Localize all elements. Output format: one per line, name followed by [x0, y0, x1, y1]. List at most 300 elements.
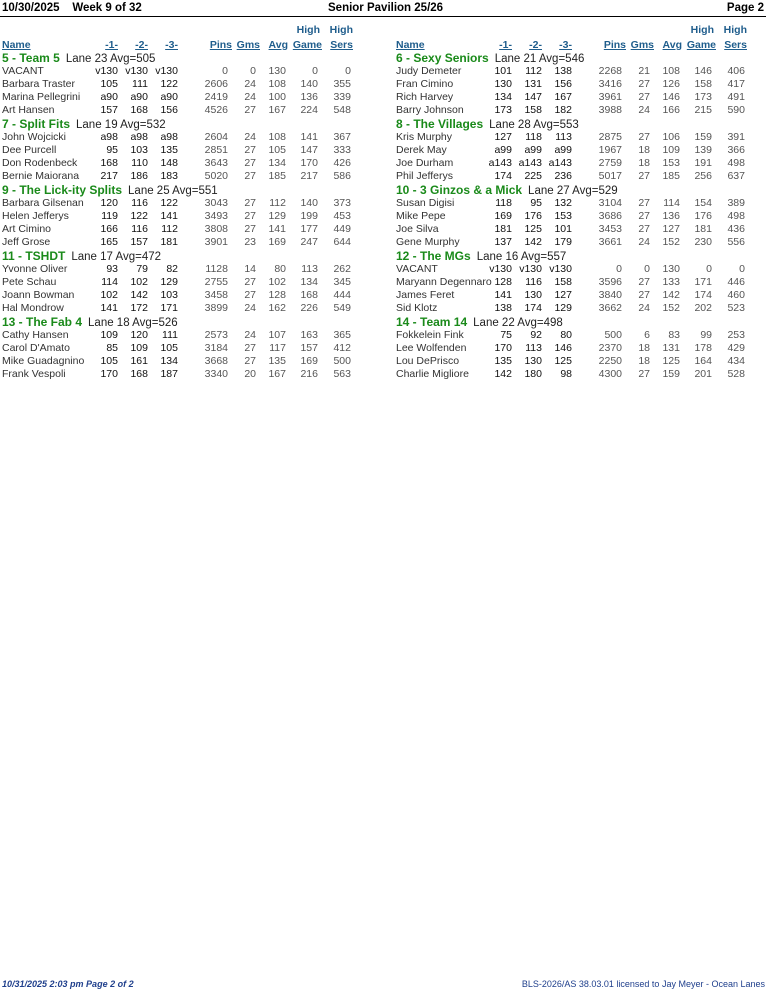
pins: 3899	[204, 302, 228, 314]
game-2: 110	[131, 157, 148, 169]
player-name: Joe Silva	[396, 223, 439, 235]
games: 27	[638, 276, 650, 288]
average: 102	[268, 276, 286, 288]
game-1: 127	[494, 131, 512, 143]
player-row	[396, 197, 768, 210]
high-game: 139	[694, 144, 712, 156]
header-date: 10/30/2025	[2, 2, 60, 14]
player-name: Cathy Hansen	[2, 329, 69, 341]
game-3: 134	[160, 355, 178, 367]
player-row	[2, 302, 382, 315]
player-name: Mike Guadagnino	[2, 355, 85, 367]
game-3: 80	[560, 329, 572, 341]
footer-left: 10/31/2025 2:03 pm Page 2 of 2	[2, 979, 134, 989]
pins: 3686	[598, 210, 622, 222]
high-game: 164	[694, 355, 712, 367]
average: 126	[662, 78, 680, 90]
game-3: a90	[160, 91, 178, 103]
player-row	[396, 329, 768, 342]
game-3: 158	[554, 276, 572, 288]
team-name: 11 - TSHDT	[2, 249, 66, 263]
average: 131	[662, 342, 680, 354]
high-series: 391	[727, 131, 745, 143]
header-g2: -2-	[529, 39, 542, 51]
games: 27	[638, 210, 650, 222]
team-header	[396, 117, 768, 131]
player-name: Joann Bowman	[2, 289, 75, 301]
high-game: 216	[300, 368, 318, 380]
high-series: 429	[727, 342, 745, 354]
game-3: a98	[160, 131, 178, 143]
high-series: 355	[333, 78, 351, 90]
right-column	[396, 20, 768, 381]
player-row	[2, 131, 382, 144]
pins: 2419	[204, 91, 228, 103]
game-2: v130	[519, 263, 542, 275]
game-2: 118	[525, 131, 542, 143]
game-1: 157	[100, 104, 118, 116]
pins: 3808	[204, 223, 228, 235]
page-header	[0, 1, 766, 17]
average: 142	[662, 289, 680, 301]
player-row	[396, 223, 768, 236]
player-name: Gene Murphy	[396, 236, 460, 248]
player-name: Helen Jefferys	[2, 210, 69, 222]
high-game: 141	[300, 131, 318, 143]
game-2: a98	[130, 131, 148, 143]
pins: 2573	[204, 329, 228, 341]
high-game: 177	[300, 223, 318, 235]
player-row	[2, 157, 382, 170]
header-pins: Pins	[209, 39, 232, 51]
game-1: 168	[100, 157, 118, 169]
game-1: 138	[494, 302, 512, 314]
game-1: 119	[101, 210, 118, 222]
player-name: Dee Purcell	[2, 144, 57, 156]
player-name: James Feret	[396, 289, 455, 301]
team-lane-avg: Lane 27 Avg=529	[528, 185, 618, 197]
game-2: 120	[130, 329, 148, 341]
player-name: Mike Pepe	[396, 210, 446, 222]
player-row	[396, 289, 768, 302]
pins: 2759	[598, 157, 622, 169]
pins: 3416	[598, 78, 622, 90]
player-name: Derek May	[396, 144, 447, 156]
game-2: 103	[130, 144, 148, 156]
game-1: 75	[500, 329, 512, 341]
game-3: 112	[161, 223, 178, 235]
pins: 2755	[204, 276, 228, 288]
high-series: 491	[727, 91, 745, 103]
games: 27	[244, 223, 256, 235]
game-1: 93	[106, 263, 118, 275]
high-series: 549	[333, 302, 351, 314]
player-row	[2, 170, 382, 183]
game-1: 105	[100, 355, 118, 367]
team-lane-avg: Lane 25 Avg=551	[128, 185, 218, 197]
header-high-sers-top: High	[723, 24, 747, 36]
average: 107	[268, 329, 286, 341]
high-game: 215	[694, 104, 712, 116]
header-g3: -3-	[559, 39, 572, 51]
games: 23	[244, 236, 256, 248]
pins: 1967	[598, 144, 622, 156]
game-3: 236	[554, 170, 572, 182]
game-2: a90	[130, 91, 148, 103]
average: 100	[268, 91, 286, 103]
game-1: 169	[494, 210, 512, 222]
high-series: 523	[727, 302, 745, 314]
average: 112	[269, 197, 286, 209]
header-avg: Avg	[662, 39, 682, 51]
game-1: 118	[495, 197, 512, 209]
pins: 3458	[204, 289, 228, 301]
game-3: 182	[554, 104, 572, 116]
player-name: Susan Digisi	[396, 197, 455, 209]
pins: 2851	[204, 144, 228, 156]
average: 185	[662, 170, 680, 182]
high-series: 0	[739, 263, 745, 275]
footer-right: BLS-2026/AS 38.03.01 licensed to Jay Meyer - Ocean Lanes	[521, 979, 765, 989]
player-row	[396, 236, 768, 249]
high-series: 548	[333, 104, 351, 116]
pins: 0	[222, 65, 228, 77]
player-row	[396, 276, 768, 289]
average: 128	[268, 289, 286, 301]
player-row	[2, 236, 382, 249]
pins: 3104	[598, 197, 622, 209]
player-row	[396, 157, 768, 170]
pins: 2606	[204, 78, 228, 90]
team-header	[2, 183, 382, 197]
player-name: Carol D'Amato	[2, 342, 70, 354]
team-name: 12 - The MGs	[396, 249, 471, 263]
game-2: 95	[530, 197, 542, 209]
game-2: 102	[130, 276, 148, 288]
game-1: 130	[494, 78, 512, 90]
player-name: Bernie Maiorana	[2, 170, 80, 182]
high-series: 333	[333, 144, 351, 156]
high-series: 389	[727, 197, 745, 209]
high-game: 99	[700, 329, 712, 341]
team-lane-avg: Lane 21 Avg=546	[494, 53, 585, 65]
games: 24	[638, 236, 650, 248]
high-game: 0	[312, 65, 318, 77]
player-name: Barbara Gilsenan	[2, 197, 84, 209]
high-series: 434	[727, 355, 745, 367]
header-high-game-top: High	[690, 24, 714, 36]
game-3: 98	[560, 368, 572, 380]
game-3: 101	[554, 223, 572, 235]
games: 24	[244, 91, 256, 103]
average: 185	[268, 170, 286, 182]
player-row	[2, 91, 382, 104]
pins: 0	[616, 263, 622, 275]
games: 18	[638, 144, 650, 156]
game-2: 142	[130, 289, 148, 301]
average: 167	[268, 368, 286, 380]
games: 24	[244, 302, 256, 314]
high-game: 159	[694, 131, 712, 143]
player-name: Barry Johnson	[396, 104, 464, 116]
player-row	[396, 355, 768, 368]
high-game: 147	[300, 144, 318, 156]
game-1: a143	[488, 157, 512, 169]
high-game: 136	[300, 91, 318, 103]
high-game: 168	[300, 289, 318, 301]
high-game: 154	[694, 197, 712, 209]
player-row	[396, 368, 768, 381]
header-date-week	[2, 2, 142, 14]
header-gms: Gms	[236, 39, 260, 51]
game-3: 141	[160, 210, 178, 222]
team-name: 13 - The Fab 4	[2, 315, 83, 329]
pins: 1128	[205, 263, 228, 275]
high-game: 146	[694, 65, 712, 77]
left-column	[2, 20, 382, 381]
game-2: 147	[524, 91, 542, 103]
player-row	[2, 276, 382, 289]
player-name: Jeff Grose	[2, 236, 51, 248]
high-game: 202	[694, 302, 712, 314]
high-game: 158	[694, 78, 712, 90]
games: 27	[244, 210, 256, 222]
game-3: 179	[554, 236, 572, 248]
game-3: 183	[160, 170, 178, 182]
team-lane-avg: Lane 16 Avg=557	[476, 251, 567, 263]
game-3: 125	[554, 355, 572, 367]
games: 20	[244, 368, 256, 380]
games: 24	[638, 302, 650, 314]
game-2: 174	[524, 302, 542, 314]
player-row	[2, 355, 382, 368]
average: 135	[268, 355, 286, 367]
team-name: 14 - Team 14	[396, 315, 468, 329]
game-1: a90	[100, 91, 118, 103]
high-game: 226	[300, 302, 318, 314]
average: 130	[662, 263, 680, 275]
games: 6	[644, 329, 650, 341]
high-series: 0	[345, 65, 351, 77]
game-3: 171	[160, 302, 178, 314]
high-game: 134	[300, 276, 318, 288]
team-name: 10 - 3 Ginzos & a Mick	[396, 183, 523, 197]
pins: 2875	[598, 131, 622, 143]
high-game: 181	[694, 223, 712, 235]
game-2: 130	[524, 355, 542, 367]
high-game: 140	[300, 78, 318, 90]
game-1: a99	[494, 144, 512, 156]
game-3: 103	[160, 289, 178, 301]
game-1: 166	[100, 223, 118, 235]
game-3: 129	[160, 276, 178, 288]
pins: 3668	[204, 355, 228, 367]
header-high-sers: Sers	[724, 39, 747, 51]
player-row	[2, 78, 382, 91]
game-2: 142	[524, 236, 542, 248]
game-1: 141	[494, 289, 512, 301]
average: 152	[662, 236, 680, 248]
games: 27	[638, 170, 650, 182]
average: 167	[268, 104, 286, 116]
player-name: Barbara Traster	[2, 78, 75, 90]
game-3: 146	[554, 342, 572, 354]
game-1: 101	[494, 65, 512, 77]
games: 24	[244, 329, 256, 341]
player-row	[2, 263, 382, 276]
high-game: 176	[694, 210, 712, 222]
player-name: Fran Cimino	[396, 78, 454, 90]
game-2: 131	[524, 78, 542, 90]
team-lane-avg: Lane 18 Avg=526	[88, 317, 178, 329]
game-2: 116	[131, 223, 148, 235]
player-row	[2, 342, 382, 355]
game-3: 167	[554, 91, 572, 103]
games: 27	[638, 289, 650, 301]
team-header	[2, 315, 382, 329]
game-2: 92	[530, 329, 542, 341]
team-header	[396, 249, 768, 263]
game-1: 95	[106, 144, 118, 156]
team-header	[2, 249, 382, 263]
high-game: 199	[300, 210, 318, 222]
games: 27	[244, 104, 256, 116]
game-3: 105	[160, 342, 178, 354]
game-1: 142	[494, 368, 512, 380]
high-series: 436	[727, 223, 745, 235]
header-high-sers-top: High	[329, 24, 353, 36]
header-gms: Gms	[630, 39, 654, 51]
games: 27	[638, 223, 650, 235]
game-1: 109	[100, 329, 118, 341]
player-row	[2, 104, 382, 117]
average: 134	[268, 157, 286, 169]
header-page: Page 2	[726, 2, 764, 14]
games: 0	[644, 263, 650, 275]
games: 24	[638, 104, 650, 116]
high-series: 644	[333, 236, 351, 248]
average: 130	[268, 65, 286, 77]
game-2: 225	[524, 170, 542, 182]
team-name: 9 - The Lick-ity Splits	[2, 183, 123, 197]
high-game: 169	[300, 355, 318, 367]
player-row	[2, 144, 382, 157]
games: 27	[244, 157, 256, 169]
games: 27	[244, 170, 256, 182]
game-3: 148	[160, 157, 178, 169]
player-name: Yvonne Oliver	[2, 263, 68, 275]
player-name: John Wojcicki	[2, 131, 66, 143]
player-name: VACANT	[2, 65, 44, 77]
game-3: a143	[548, 157, 572, 169]
high-series: 366	[727, 144, 745, 156]
pins: 3901	[204, 236, 228, 248]
high-series: 446	[727, 276, 745, 288]
player-row	[2, 368, 382, 381]
game-3: 129	[554, 302, 572, 314]
average: 153	[662, 157, 680, 169]
game-2: 113	[525, 342, 542, 354]
average: 166	[662, 104, 680, 116]
high-series: 444	[333, 289, 351, 301]
game-2: 168	[130, 104, 148, 116]
high-game: 256	[694, 170, 712, 182]
high-series: 373	[333, 197, 351, 209]
games: 18	[638, 157, 650, 169]
game-2: 172	[130, 302, 148, 314]
player-row	[396, 104, 768, 117]
team-lane-avg: Lane 28 Avg=553	[489, 119, 579, 131]
pins: 2604	[204, 131, 228, 143]
high-game: 0	[706, 263, 712, 275]
high-game: 157	[300, 342, 318, 354]
player-name: Sid Klotz	[396, 302, 438, 314]
high-series: 262	[333, 263, 351, 275]
games: 18	[638, 342, 650, 354]
average: 106	[662, 131, 680, 143]
game-2: 180	[524, 368, 542, 380]
player-row	[2, 197, 382, 210]
high-series: 426	[333, 157, 351, 169]
average: 152	[662, 302, 680, 314]
game-3: 127	[554, 289, 572, 301]
game-2: 122	[130, 210, 148, 222]
high-series: 590	[727, 104, 745, 116]
game-2: a99	[524, 144, 542, 156]
game-2: 161	[130, 355, 148, 367]
pins: 3493	[204, 210, 228, 222]
high-series: 498	[727, 210, 745, 222]
player-name: Art Hansen	[2, 104, 55, 116]
average: 108	[662, 65, 680, 77]
team-header	[396, 51, 768, 65]
average: 117	[269, 342, 286, 354]
game-3: v130	[155, 65, 178, 77]
header-high-game-top: High	[296, 24, 320, 36]
header-pins: Pins	[603, 39, 626, 51]
player-name: Fokkelein Fink	[396, 329, 464, 341]
game-3: 82	[166, 263, 178, 275]
header-g2: -2-	[135, 39, 148, 51]
average: 125	[662, 355, 680, 367]
pins: 3662	[598, 302, 622, 314]
high-game: 140	[300, 197, 318, 209]
game-1: 114	[101, 276, 118, 288]
player-name: Pete Schau	[2, 276, 57, 288]
average: 105	[268, 144, 286, 156]
player-row	[396, 302, 768, 315]
high-game: 201	[694, 368, 712, 380]
high-series: 406	[727, 65, 745, 77]
game-3: 187	[160, 368, 178, 380]
pins: 3661	[598, 236, 622, 248]
header-name: Name	[2, 39, 31, 51]
average: 136	[662, 210, 680, 222]
high-game: 173	[694, 91, 712, 103]
pins: 500	[604, 329, 622, 341]
player-name: Kris Murphy	[396, 131, 453, 143]
pins: 3184	[204, 342, 228, 354]
pins: 3961	[598, 91, 622, 103]
header-week: Week 9 of 32	[72, 2, 142, 14]
player-row	[396, 91, 768, 104]
game-1: 137	[494, 236, 512, 248]
pins: 3340	[204, 368, 228, 380]
high-game: 230	[694, 236, 712, 248]
game-3: 138	[554, 65, 572, 77]
game-2: 112	[525, 65, 542, 77]
player-name: Lee Wolfenden	[396, 342, 467, 354]
